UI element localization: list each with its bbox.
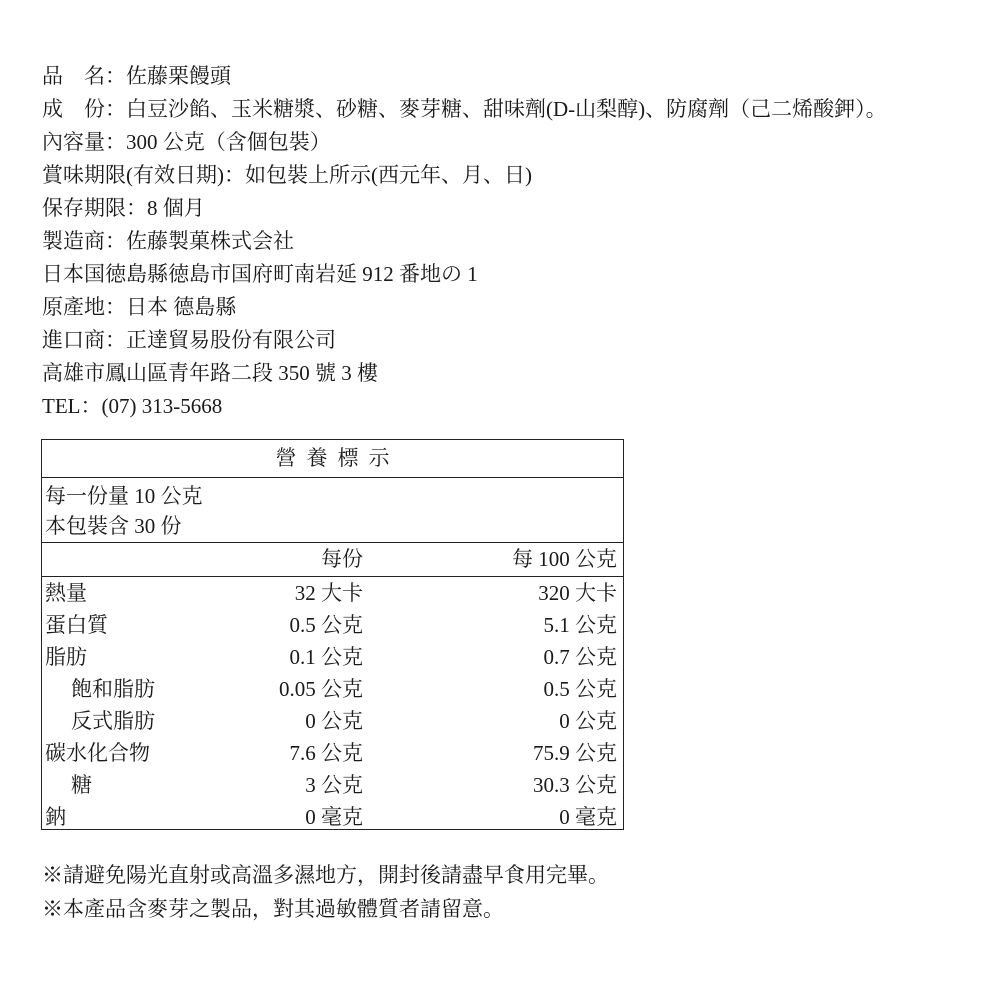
manufacturer-address: 日本国徳島縣徳島市国府町南岩延 912 番地の 1 [42, 262, 478, 286]
per-100g-value: 75.9 公克 [533, 741, 617, 765]
manufacturer: 製造商：佐藤製菓株式会社 [42, 229, 294, 253]
table-row [42, 705, 623, 737]
nutrient-name: 鈉 [45, 805, 66, 829]
product-name: 品 名：佐藤栗饅頭 [42, 64, 231, 88]
per-100g-value: 320 大卡 [538, 581, 617, 605]
table-row [42, 737, 623, 769]
header-per-100g: 每 100 公克 [512, 547, 617, 571]
serving-info [42, 478, 623, 541]
table-row [42, 769, 623, 801]
table-row [42, 641, 623, 673]
nutrient-name: 碳水化合物 [45, 741, 150, 765]
nutrient-name: 蛋白質 [45, 613, 108, 637]
servings-per-pack: 本包裝含 30 份 [45, 514, 182, 538]
per-serving-value: 0.1 公克 [289, 645, 363, 669]
telephone: TEL：(07) 313-5668 [42, 394, 223, 418]
per-serving-value: 0 公克 [305, 709, 363, 733]
nutrient-name: 飽和脂肪 [71, 677, 155, 701]
shelf-life: 保存期限：8 個月 [42, 196, 205, 220]
table-row [42, 577, 623, 609]
serving-size: 每一份量 10 公克 [45, 484, 203, 508]
importer-address: 高雄市鳳山區青年路二段 350 號 3 樓 [42, 361, 378, 385]
nutrition-title: 營養標示 [42, 440, 623, 478]
header-per-serving: 每份 [321, 547, 363, 571]
expiry-date: 賞味期限(有效日期)：如包裝上所示(西元年、月、日) [42, 163, 532, 187]
allergen-note: ※本產品含麥芽之製品，對其過敏體質者請留意。 [42, 897, 504, 921]
nutrition-table [41, 439, 624, 830]
per-serving-value: 3 公克 [305, 773, 363, 797]
nutrient-name: 熱量 [45, 581, 87, 605]
per-100g-value: 30.3 公克 [533, 773, 617, 797]
per-100g-value: 0.7 公克 [543, 645, 617, 669]
table-row [42, 609, 623, 641]
country-of-origin: 原產地：日本 德島縣 [42, 295, 237, 319]
per-100g-value: 0.5 公克 [543, 677, 617, 701]
nutrient-name: 反式脂肪 [71, 709, 155, 733]
product-info [42, 60, 972, 423]
per-serving-value: 7.6 公克 [289, 741, 363, 765]
ingredients: 成 份：白豆沙餡、玉米糖漿、砂糖、麥芽糖、甜味劑(D-山梨醇)、防腐劑（己二烯酸鉀）。 [42, 97, 887, 121]
per-serving-value: 0.5 公克 [289, 613, 363, 637]
per-serving-value: 32 大卡 [294, 581, 363, 605]
storage-notes [42, 858, 609, 926]
nutrition-header [42, 542, 623, 577]
table-row [42, 673, 623, 705]
per-100g-value: 0 毫克 [559, 805, 617, 829]
importer: 進口商：正達貿易股份有限公司 [42, 328, 336, 352]
per-100g-value: 5.1 公克 [543, 613, 617, 637]
nutrient-name: 糖 [71, 773, 92, 797]
storage-note: ※請避免陽光直射或高溫多濕地方，開封後請盡早食用完畢。 [42, 863, 609, 887]
net-content: 內容量：300 公克（含個包裝） [42, 130, 331, 154]
per-100g-value: 0 公克 [559, 709, 617, 733]
table-row [42, 801, 623, 833]
nutrient-name: 脂肪 [45, 645, 87, 669]
per-serving-value: 0 毫克 [305, 805, 363, 829]
per-serving-value: 0.05 公克 [279, 677, 363, 701]
